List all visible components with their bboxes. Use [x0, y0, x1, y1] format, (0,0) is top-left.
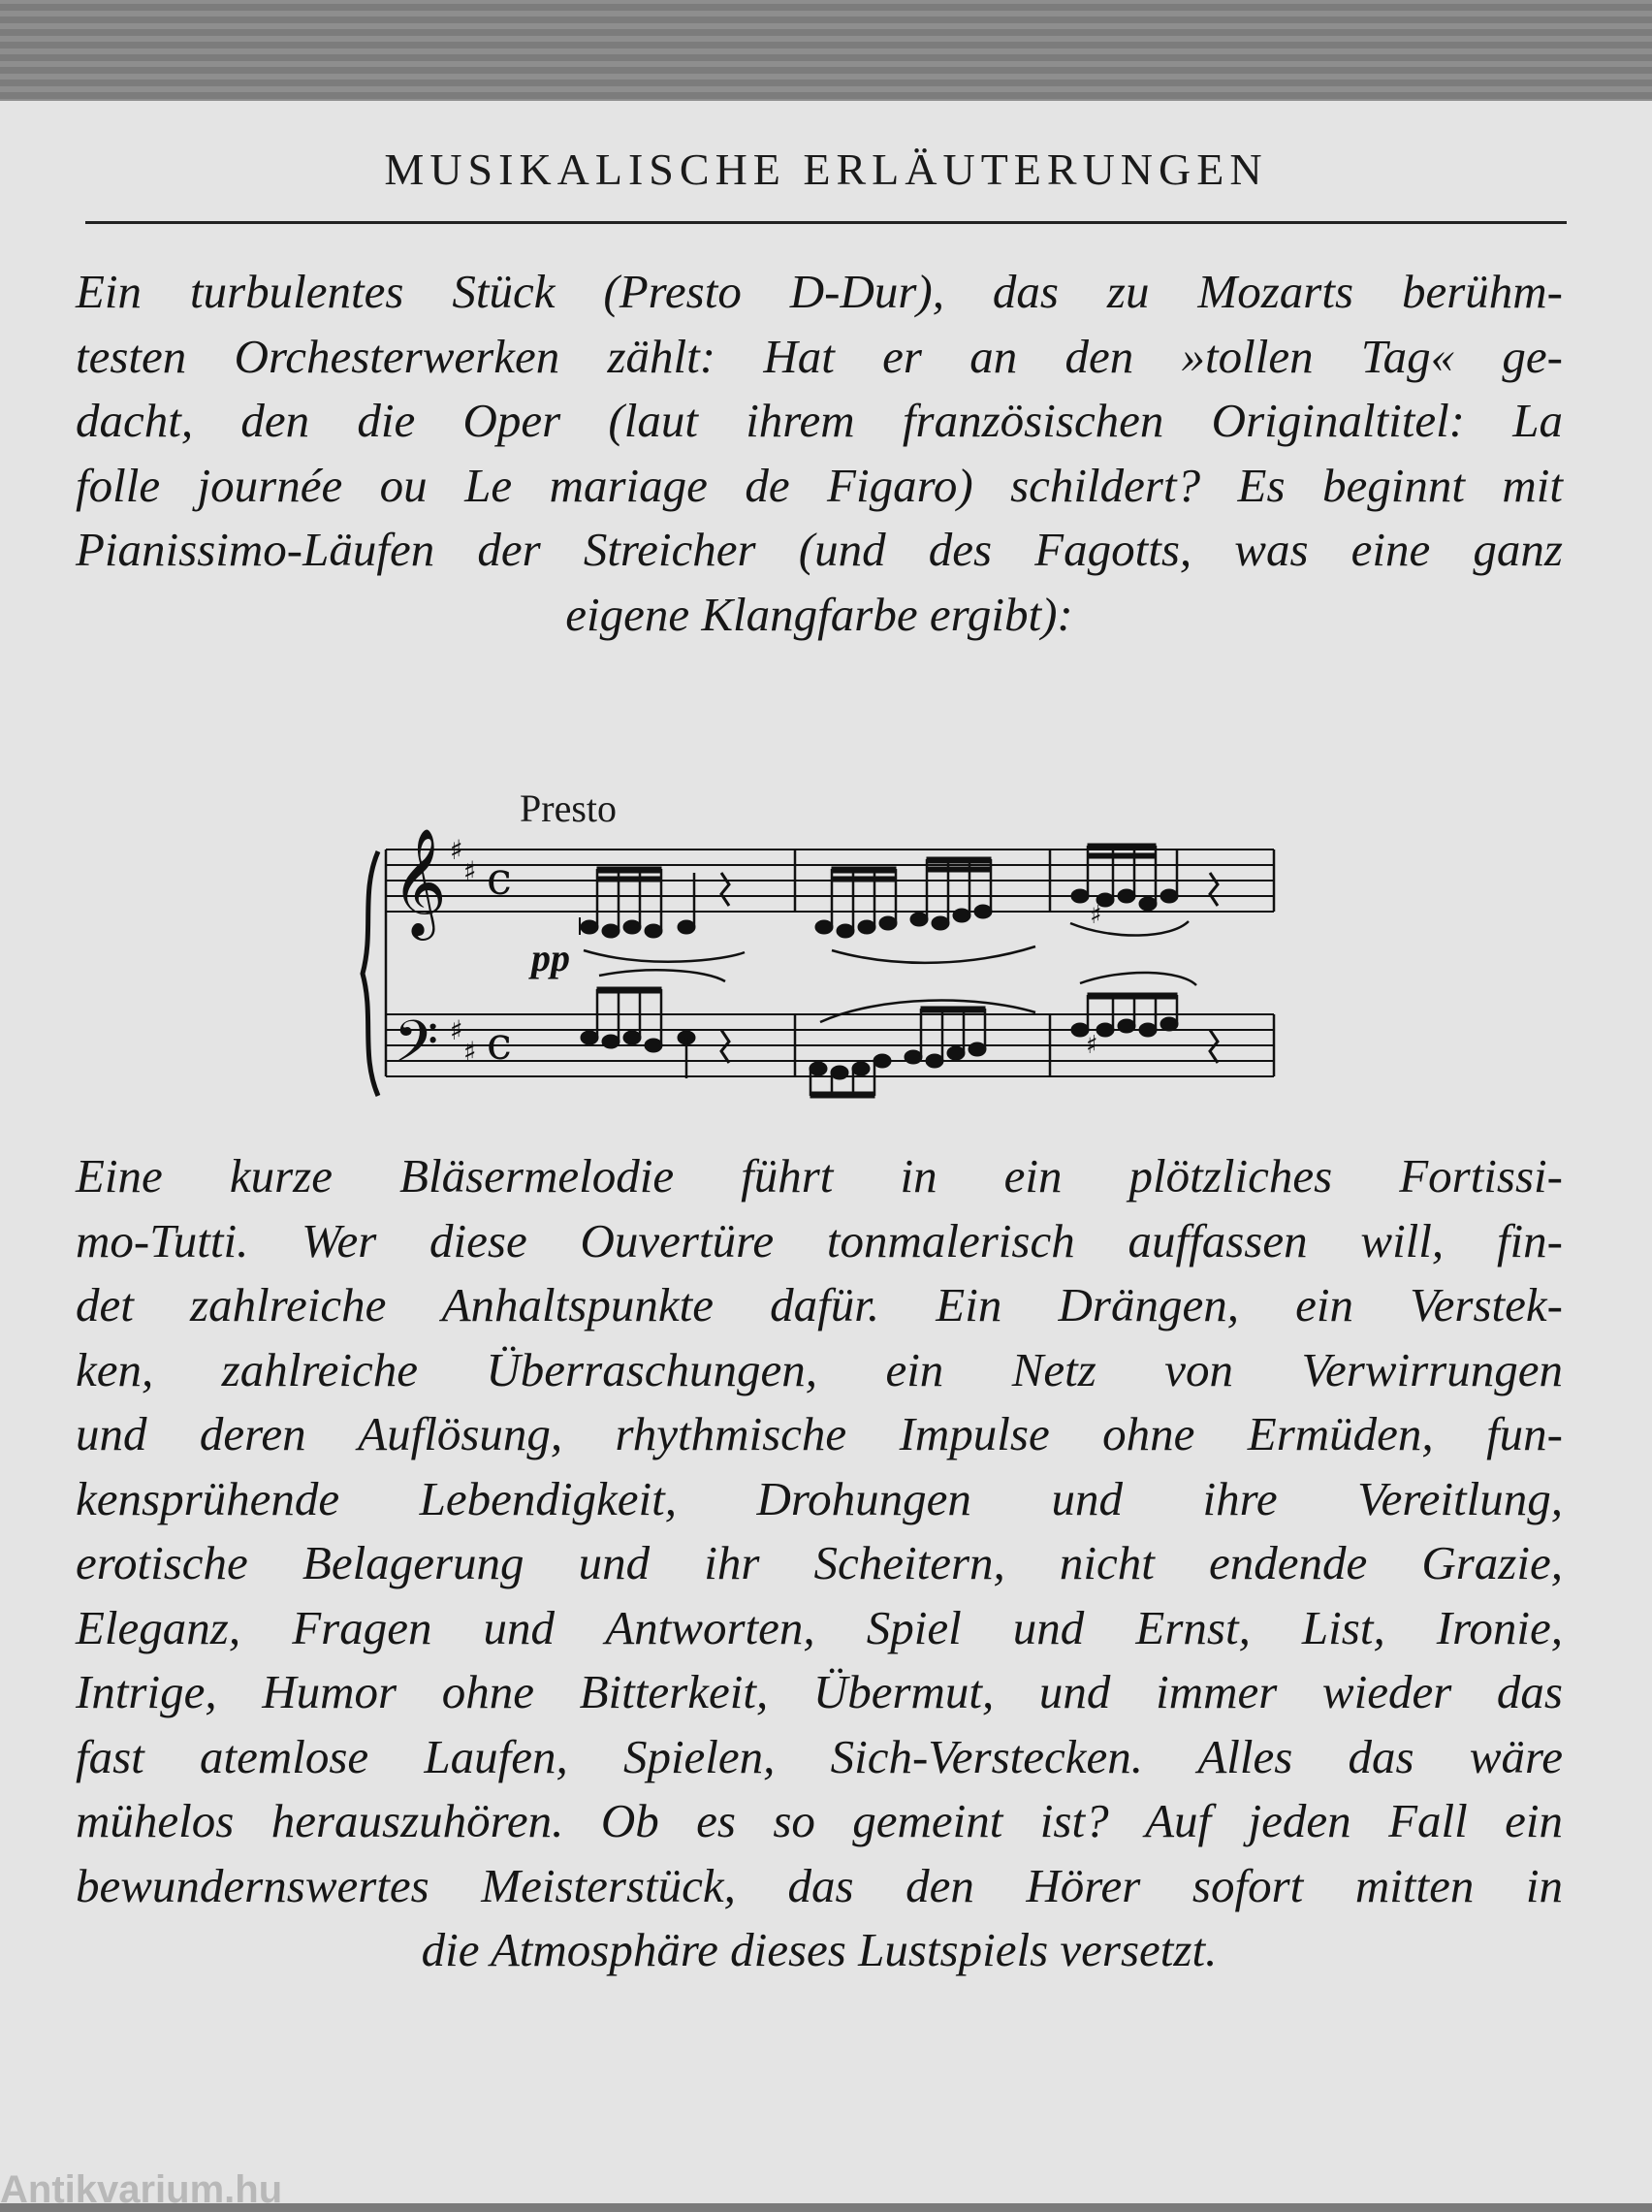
- text-line: Eleganz, Fragen und Antworten, Spiel und Ernst, List, Ironie,: [76, 1600, 1563, 1654]
- music-score: [357, 776, 1287, 1106]
- tempo-marking: Presto: [520, 786, 617, 830]
- paragraph-main: [76, 1144, 1563, 1983]
- text-line: fast atemlose Laufen, Spielen, Sich-Verstecken. Alles das wäre: [76, 1729, 1563, 1783]
- common-time-icon: c: [487, 852, 512, 905]
- text-line: die Atmosphäre dieses Lustspiels versetzt.: [421, 1923, 1218, 1976]
- system-brace: [363, 851, 378, 1096]
- treble-measure-2: [815, 857, 992, 938]
- slur: [584, 950, 745, 962]
- text-line: Pianissimo-Läufen der Streicher (und des Fagotts, was eine ganz: [76, 523, 1563, 576]
- slur: [599, 970, 725, 981]
- text-line: det zahlreiche Anhaltspunkte dafür. Ein Drängen, ein Verstek-: [76, 1278, 1563, 1331]
- text-line: mo-Tutti. Wer diese Ouvertüre tonmalerisch auffassen will, fin-: [76, 1213, 1563, 1267]
- treble-clef-icon: 𝄞: [392, 827, 447, 936]
- text-line: bewundernswertes Meisterstück, das den Hörer sofort mitten in: [76, 1858, 1563, 1912]
- header-rule: [85, 221, 1567, 224]
- paragraph-intro: [76, 260, 1563, 647]
- text-line: und deren Auflösung, rhythmische Impulse ohne Ermüden, fun-: [76, 1407, 1563, 1460]
- text-line: erotische Belagerung und ihr Scheitern, nicht endende Grazie,: [76, 1536, 1563, 1589]
- watermark: Antikvarium.hu: [0, 2168, 283, 2211]
- sharp-icon: ♯: [463, 1036, 477, 1068]
- text-line: eigene Klangfarbe ergibt):: [565, 587, 1073, 641]
- bass-measure-2: [810, 1007, 986, 1098]
- sharp-icon: ♯: [1086, 1031, 1098, 1060]
- sharp-icon: ♯: [450, 1014, 463, 1046]
- treble-measure-1: [580, 867, 729, 938]
- text-line: Intrige, Humor ohne Bitterkeit, Übermut, und immer wieder das: [76, 1665, 1563, 1718]
- sharp-icon: ♯: [1090, 901, 1102, 930]
- bass-measure-1: [581, 987, 729, 1078]
- running-head: MUSIKALISCHE ERLÄUTERUNGEN: [384, 144, 1268, 194]
- sharp-icon: ♯: [450, 834, 463, 866]
- slur: [1080, 973, 1196, 985]
- bass-clef-icon: 𝄢: [394, 1008, 439, 1089]
- common-time-icon: c: [487, 1017, 512, 1070]
- text-line: kensprühende Lebendigkeit, Drohungen und ihre Vereitlung,: [76, 1471, 1563, 1525]
- background-strip: [0, 0, 1652, 105]
- sharp-icon: ♯: [463, 855, 477, 887]
- dynamic-marking: pp: [531, 936, 570, 979]
- text-line: Ein turbulentes Stück (Presto D-Dur), das zu Mozarts berühm-: [76, 265, 1563, 318]
- text-line: mühelos herauszuhören. Ob es so gemeint ist? Auf jeden Fall ein: [76, 1794, 1563, 1847]
- text-line: Eine kurze Bläsermelodie führt in ein plötzliches Fortissi-: [76, 1149, 1563, 1202]
- slur: [832, 946, 1035, 963]
- text-line: dacht, den die Oper (laut ihrem französischen Originaltitel: La: [76, 394, 1563, 447]
- text-line: ken, zahlreiche Überraschungen, ein Netz von Verwirrungen: [76, 1342, 1563, 1396]
- text-line: testen Orchesterwerken zählt: Hat er an den »tollen Tag« ge-: [76, 329, 1563, 383]
- text-line: folle journée ou Le mariage de Figaro) schildert? Es beginnt mit: [76, 458, 1563, 512]
- slur: [1070, 921, 1189, 936]
- bass-staff: [386, 1014, 1274, 1076]
